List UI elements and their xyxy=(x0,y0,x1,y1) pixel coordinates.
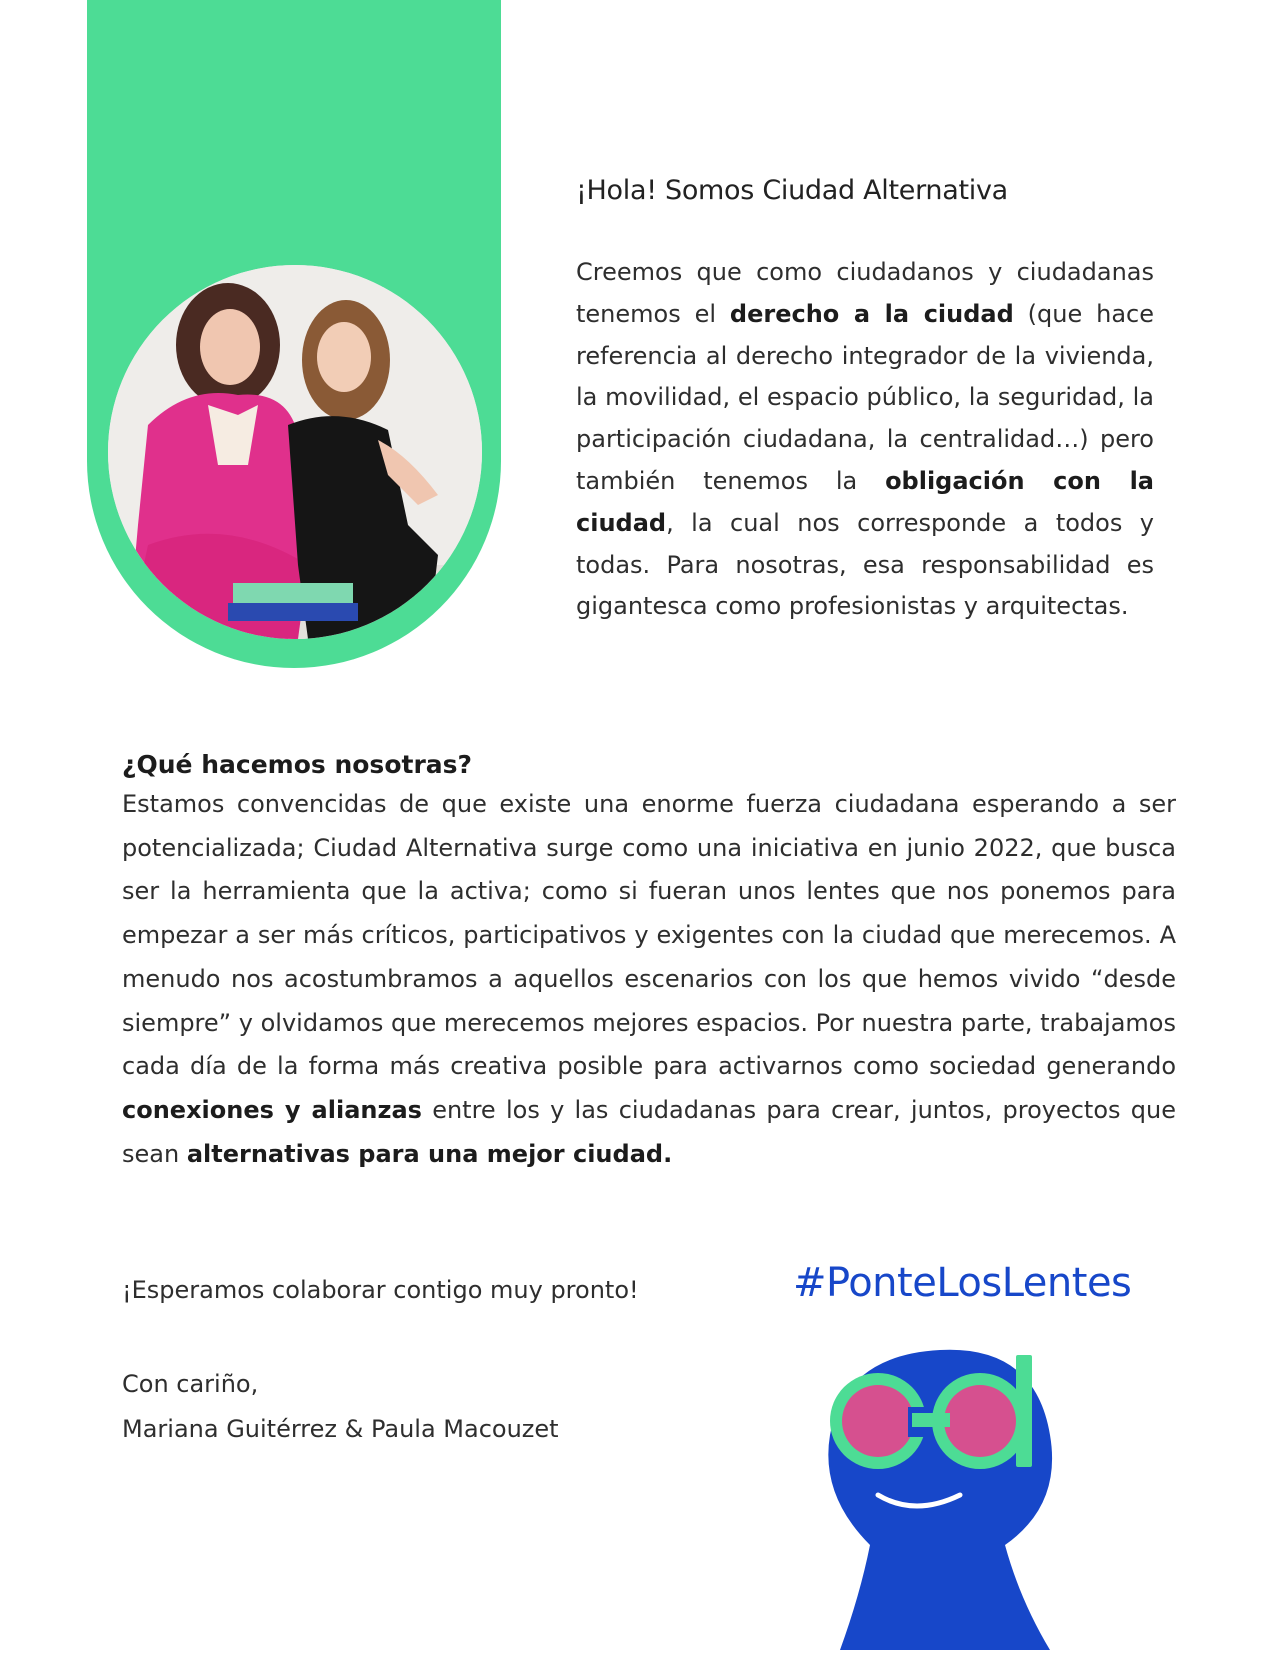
signoff-greeting: Con cariño, xyxy=(122,1370,259,1398)
closing-line: ¡Esperamos colaborar contigo muy pronto! xyxy=(122,1276,639,1304)
hashtag: #PonteLosLentes xyxy=(793,1260,1132,1306)
what-we-do-section xyxy=(122,750,1176,1176)
section-text-1: Estamos convencidas de que existe una enorme fuerza ciudadana esperando a ser potencializada; Ciudad Alternativa surge como una iniciativa en junio 2022, que busca ser la herramienta que la activa; como si fueran unos lentes que nos ponemos para empezar a ser más críticos, participativos y exigentes con la ciudad que merecemos. A menudo nos acostumbramos a aquellos escenarios con los que hemos vivido “desde siempre” y olvidamos que merecemos mejores espacios. Por nuestra parte, trabajamos cada día de la forma más creativa posible para activarnos como sociedad generando xyxy=(122,790,1176,1081)
signoff xyxy=(122,1362,559,1452)
intro-text-3: , la cual nos corresponde a todos y todas. Para nosotras, esa responsabilidad es gigantesca como profesionistas y arquitectas. xyxy=(576,508,1154,621)
intro-text-1: Creemos que como ciudadanos y ciudadanas tenemos el xyxy=(576,258,1154,328)
signoff-names: Mariana Guitérrez & Paula Macouzet xyxy=(122,1415,559,1443)
intro-text-2: (que hace referencia al derecho integrador de la vivienda, la movilidad, el espacio público, la seguridad, la participación ciudadana, la centralidad…) pero también tenemos la xyxy=(576,299,1154,495)
glasses-mascot-icon xyxy=(800,1345,1100,1654)
founders-photo xyxy=(108,265,482,639)
intro-bold-1: derecho a la ciudad xyxy=(729,299,1014,328)
intro-bold-2: obligación con la ciudad xyxy=(576,466,1154,537)
intro-block xyxy=(576,175,1154,628)
section-bold-1: conexiones y alianzas xyxy=(122,1095,422,1124)
intro-heading: ¡Hola! Somos Ciudad Alternativa xyxy=(576,175,1008,206)
section-heading: ¿Qué hacemos nosotras? xyxy=(122,750,473,779)
section-bold-2: alternativas para una mejor ciudad. xyxy=(186,1139,673,1168)
section-paragraph xyxy=(122,783,1176,1176)
intro-paragraph xyxy=(576,252,1154,628)
section-text-2: entre los y las ciudadanas para crear, juntos, proyectos que sean xyxy=(122,1095,1176,1168)
